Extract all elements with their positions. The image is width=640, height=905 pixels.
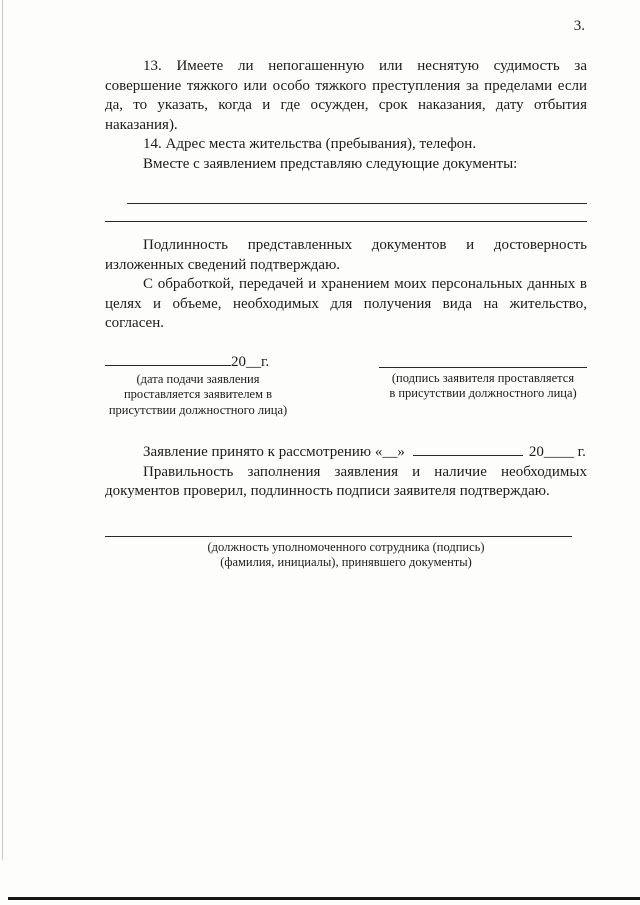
- paragraph-13: 13. Имеете ли непогашенную или неснятую судимость за совершение тяжкого или особо тяжкого преступления за пределами если да, то указать, когда и где осужден, срок наказания, дату отбытия наказания).: [105, 58, 587, 133]
- accepted-date-blank-line: [413, 442, 523, 456]
- scan-artifact-left-edge: [2, 0, 3, 860]
- accepted-prefix: Заявление принято к рассмотрению «__»: [143, 444, 405, 460]
- scan-artifact-bottom-edge: [8, 897, 640, 900]
- paragraph-correctness: Правильность заполнения заявления и наличие необходимых документов проверил, подлинность подписи заявителя подтверждаю.: [105, 463, 587, 499]
- paragraph-14: 14. Адрес места жительства (пребывания), телефон.: [143, 136, 477, 152]
- date-caption-line-2: проставляется заявителем в: [123, 387, 273, 401]
- page-number: 3.: [573, 18, 585, 34]
- applicant-signature-caption: [379, 371, 587, 402]
- paragraph-documents-intro: Вместе с заявлением представляю следующие документы:: [143, 155, 518, 172]
- paragraph-accepted: [105, 442, 587, 463]
- signature-caption-line-2: в присутствии должностного лица): [389, 386, 577, 400]
- date-caption-line-1: (дата подачи заявления: [136, 371, 260, 386]
- date-signature-block: [105, 352, 291, 419]
- accepted-year-suffix: 20____ г.: [528, 444, 586, 460]
- date-caption-line-3: присутствии должностного лица): [108, 402, 288, 417]
- documents-blank-line-2: [105, 204, 587, 222]
- official-signature-blank-line: [105, 519, 572, 537]
- date-blank-line: [105, 352, 231, 366]
- applicant-signature-blank-line: [379, 352, 587, 368]
- official-caption-line-2: (фамилия, инициалы), принявшего документы): [220, 555, 472, 569]
- documents-blank-line-1: [127, 187, 587, 204]
- date-line: [105, 352, 291, 371]
- document-content: [105, 18, 587, 571]
- official-caption: [105, 540, 587, 571]
- signature-caption-line-1: (подпись заявителя проставляется: [391, 370, 575, 385]
- date-year-suffix: 20__г.: [231, 353, 270, 370]
- paragraph-consent: С обработкой, передачей и хранением моих персональных данных в целях и объеме, необходимых для получения вида на жительство, согласен.: [105, 276, 587, 331]
- date-caption: [105, 372, 291, 419]
- applicant-signature-block: [379, 352, 587, 402]
- official-caption-line-1: (должность уполномоченного сотрудника (подпись): [207, 539, 485, 554]
- signature-row: [105, 352, 587, 419]
- paragraph-authenticity: Подлинность представленных документов и достоверность изложенных сведений подтверждаю.: [105, 237, 587, 273]
